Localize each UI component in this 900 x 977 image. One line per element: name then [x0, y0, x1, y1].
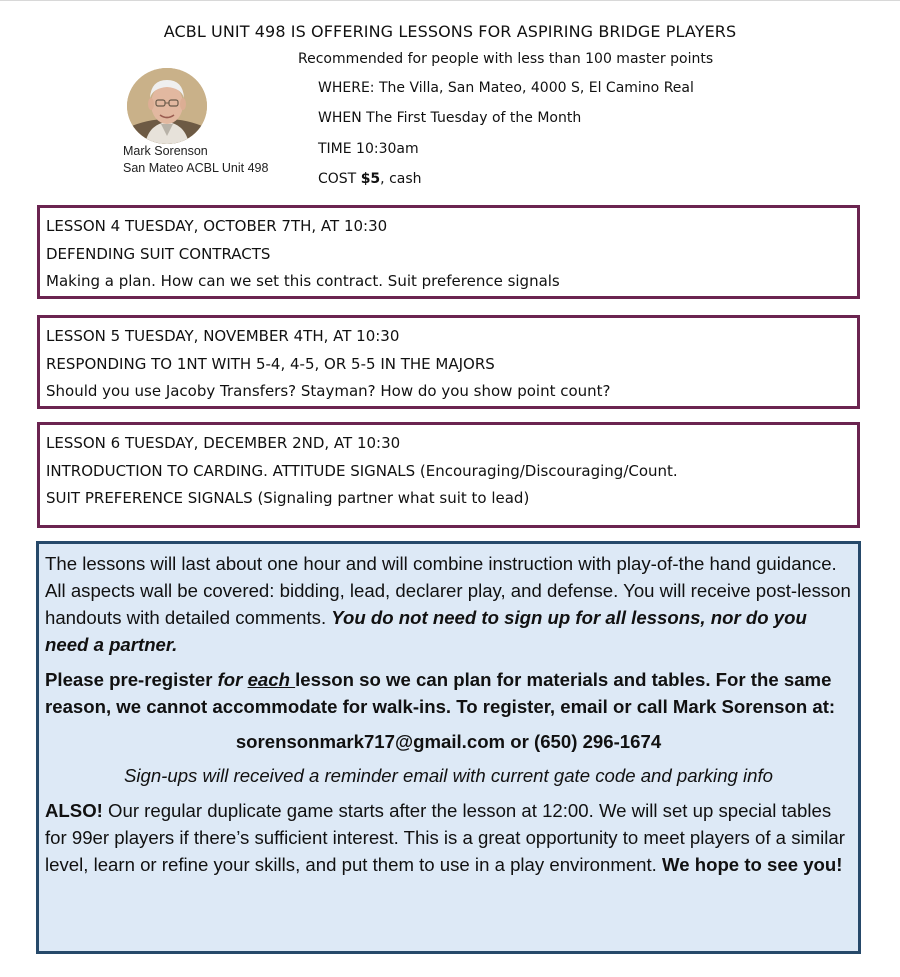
- cost-suffix: , cash: [380, 171, 422, 187]
- lesson-detail: SUIT PREFERENCE SIGNALS (Signaling partner what suit to lead): [46, 489, 530, 507]
- lesson-6-box: [37, 422, 860, 528]
- instructor-caption: [123, 143, 268, 177]
- signup-reminder: Sign-ups will received a reminder email with current gate code and parking info: [123, 765, 774, 786]
- preregister-text: Please pre-register: [45, 669, 218, 690]
- duplicate-game-text: Our regular duplicate game starts after the lesson at 12:00. We will set up special tables for 99er players if there’s sufficient interest. This is a great opportunity to meet players of a similar level, learn or refine your skills, and put them to use in a play environment.: [45, 800, 845, 875]
- cost-prefix: COST: [318, 171, 361, 187]
- preregister-for: for: [217, 669, 248, 690]
- lesson-topic: RESPONDING TO 1NT WITH 5-4, 4-5, OR 5-5 IN THE MAJORS: [46, 354, 495, 373]
- no-partner-note: You do not need to sign up for all lessons, nor do you need a partner.: [45, 607, 807, 655]
- instructor-name: Mark Sorenson: [123, 144, 208, 158]
- lesson-5-box: [37, 315, 860, 409]
- preregister-rest: lesson so we can plan for materials and tables. For the same reason, we cannot accommodate for walk-ins. To register, email or call Mark Sorenson at:: [45, 669, 836, 717]
- when-line: WHEN The First Tuesday of the Month: [318, 110, 582, 126]
- lesson-heading: LESSON 4 TUESDAY, OCTOBER 7TH, AT 10:30: [46, 217, 388, 235]
- preregister-each: each: [247, 669, 296, 690]
- lesson-description-text: The lessons will last about one hour and will combine instruction with play-of-the hand guidance. All aspects wall be covered: bidding, lead, declarer play, and defense. You will receive post-lesson handouts with detailed comments.: [45, 553, 851, 628]
- flyer-title: ACBL UNIT 498 IS OFFERING LESSONS FOR ASPIRING BRIDGE PLAYERS: [163, 22, 737, 41]
- top-divider: [0, 0, 900, 1]
- lesson-topic: DEFENDING SUIT CONTRACTS: [46, 244, 271, 263]
- closing-line: We hope to see you!: [662, 854, 843, 875]
- lesson-heading: LESSON 5 TUESDAY, NOVEMBER 4TH, AT 10:30: [46, 327, 400, 345]
- info-panel: [36, 541, 861, 954]
- cost-amount: $5: [360, 171, 381, 187]
- lesson-4-box: [37, 205, 860, 299]
- cost-line: [318, 171, 422, 187]
- instructor-photo: [127, 68, 207, 144]
- lesson-topic: INTRODUCTION TO CARDING. ATTITUDE SIGNALS (Encouraging/Discouraging/Count.: [46, 461, 678, 480]
- instructor-title: San Mateo ACBL Unit 498: [123, 161, 269, 175]
- duplicate-game-note: [45, 797, 852, 878]
- lesson-description: [45, 550, 852, 658]
- lesson-detail: Making a plan. How can we set this contract. Suit preference signals: [46, 272, 560, 290]
- recommendation-line: Recommended for people with less than 100 master points: [298, 51, 714, 67]
- lesson-detail: Should you use Jacoby Transfers? Stayman? How do you show point count?: [46, 382, 611, 400]
- lesson-heading: LESSON 6 TUESDAY, DECEMBER 2ND, AT 10:30: [46, 434, 401, 452]
- contact-info[interactable]: sorensonmark717@gmail.com or (650) 296-1674: [235, 731, 662, 752]
- time-line: TIME 10:30am: [318, 141, 419, 157]
- preregister-note: [45, 666, 852, 720]
- where-line: WHERE: The Villa, San Mateo, 4000 S, El Camino Real: [318, 80, 694, 96]
- also-label: ALSO!: [45, 800, 103, 821]
- portrait-illustration: [127, 68, 207, 144]
